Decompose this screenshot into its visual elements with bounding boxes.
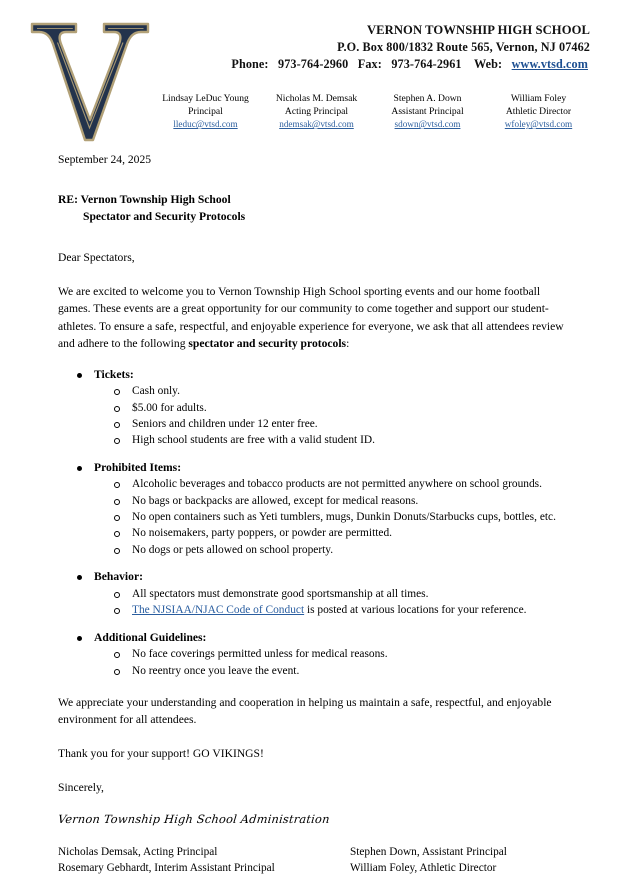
bullet-disc-icon bbox=[77, 466, 82, 471]
list-item bbox=[58, 476, 574, 492]
school-address: P.O. Box 800/1832 Route 565, Vernon, NJ 07462 bbox=[337, 40, 590, 54]
closing-paragraph: We appreciate your understanding and cooperation in helping us maintain a safe, respectful, and enjoyable environment for all attendees. bbox=[58, 695, 552, 727]
bullet-circle-icon bbox=[114, 592, 120, 598]
section-heading-label: Behavior: bbox=[94, 570, 143, 584]
bullet-circle-icon bbox=[114, 608, 120, 614]
admin-email-link[interactable]: wfoley@vtsd.com bbox=[504, 119, 573, 130]
code-of-conduct-link[interactable]: The NJSIAA/NJAC Code of Conduct bbox=[132, 604, 305, 617]
administrator-principal bbox=[150, 93, 261, 132]
list-item bbox=[58, 383, 574, 399]
bullet-disc-icon bbox=[77, 373, 82, 378]
sincerely-line: Sincerely, bbox=[58, 780, 104, 794]
vikings-v-icon bbox=[28, 16, 152, 146]
section-additional-guidelines bbox=[58, 630, 574, 679]
section-behavior bbox=[58, 569, 574, 618]
list-item bbox=[58, 663, 574, 679]
list-item-text: No dogs or pets allowed on school property. bbox=[132, 543, 334, 556]
school-name: VERNON TOWNSHIP HIGH SCHOOL bbox=[366, 23, 590, 37]
intro-text: We are excited to welcome you to Vernon Township High School sporting events and our home football games. These events are a great opportunity for our community to come together and support our student-athletes. To ensure a safe, respectful, and enjoyable experience for everyone, we ask that all attendees review and adhere to the following bbox=[58, 285, 564, 351]
admin-email-link[interactable]: ndemsak@vtsd.com bbox=[279, 119, 354, 130]
admin-title: Acting Principal bbox=[284, 105, 349, 117]
list-item-text: No bags or backpacks are allowed, except for medical reasons. bbox=[132, 494, 419, 507]
list-item-text: No reentry once you leave the event. bbox=[132, 664, 300, 677]
re-line-2: Spectator and Security Protocols bbox=[83, 209, 246, 223]
admin-name: Stephen A. Down bbox=[393, 93, 462, 104]
protocol-sections bbox=[58, 367, 574, 679]
fax-label: Fax: bbox=[357, 57, 382, 71]
bullet-circle-icon bbox=[114, 438, 120, 444]
admin-name: William Foley bbox=[510, 93, 567, 104]
thank-you-line: Thank you for your support! GO VIKINGS! bbox=[58, 746, 264, 760]
list-item bbox=[58, 432, 574, 448]
intro-paragraph bbox=[58, 283, 574, 353]
section-heading-label: Additional Guidelines: bbox=[94, 630, 207, 644]
list-item bbox=[58, 400, 574, 416]
list-item-text: No face coverings permitted unless for medical reasons. bbox=[132, 648, 388, 661]
bullet-circle-icon bbox=[114, 499, 120, 505]
letter-body bbox=[58, 152, 574, 876]
re-block bbox=[58, 192, 574, 225]
section-heading bbox=[58, 460, 574, 477]
list-item bbox=[58, 509, 574, 525]
administrator-acting-principal bbox=[261, 93, 372, 132]
administrator-assistant-principal bbox=[372, 93, 483, 132]
letter-date: September 24, 2025 bbox=[58, 153, 152, 166]
list-item bbox=[58, 542, 574, 558]
bullet-disc-icon bbox=[77, 636, 82, 641]
admin-title: Assistant Principal bbox=[391, 105, 464, 117]
list-item bbox=[58, 416, 574, 432]
list-item bbox=[58, 646, 574, 662]
bullet-circle-icon bbox=[114, 669, 120, 675]
bullet-disc-icon bbox=[77, 575, 82, 580]
intro-bold-phrase: spectator and security protocols bbox=[188, 337, 347, 351]
list-item-text: Cash only. bbox=[132, 385, 180, 398]
list-item bbox=[58, 525, 574, 541]
section-heading bbox=[58, 569, 574, 586]
bullet-circle-icon bbox=[114, 652, 120, 658]
list-item-text: Seniors and children under 12 enter free. bbox=[132, 417, 318, 430]
signature-script: Vernon Township High School Administration bbox=[57, 811, 331, 826]
signer-name: Rosemary Gebhardt, Interim Assistant Principal bbox=[58, 861, 275, 874]
list-item bbox=[58, 586, 574, 602]
signer-name: Stephen Down, Assistant Principal bbox=[350, 845, 507, 858]
list-item-with-link bbox=[58, 602, 574, 618]
list-item-text: All spectators must demonstrate good sportsmanship at all times. bbox=[132, 587, 429, 600]
section-heading bbox=[58, 367, 574, 384]
signers-column-left bbox=[58, 844, 350, 876]
section-heading-label: Prohibited Items: bbox=[94, 460, 182, 474]
admin-email-link[interactable]: lleduc@vtsd.com bbox=[173, 119, 238, 130]
bullet-circle-icon bbox=[114, 389, 120, 395]
list-item bbox=[58, 493, 574, 509]
admin-title: Principal bbox=[188, 105, 223, 117]
bullet-circle-icon bbox=[114, 422, 120, 428]
school-phone-line bbox=[150, 56, 590, 73]
section-prohibited-items bbox=[58, 460, 574, 559]
list-item-text: is posted at various locations for your reference. bbox=[304, 604, 527, 617]
section-items bbox=[58, 383, 574, 449]
section-heading bbox=[58, 630, 574, 647]
section-heading-label: Tickets: bbox=[94, 367, 134, 381]
intro-tail: : bbox=[346, 337, 350, 351]
signers-column-right bbox=[350, 844, 574, 876]
signer-name: Nicholas Demsak, Acting Principal bbox=[58, 845, 218, 858]
admin-email-link[interactable]: sdown@vtsd.com bbox=[394, 119, 461, 130]
letterhead bbox=[0, 0, 618, 145]
administrator-athletic-director bbox=[483, 93, 594, 132]
administrator-row bbox=[150, 93, 594, 132]
web-label: Web: bbox=[474, 57, 503, 71]
phone-number: 973-764-2960 bbox=[278, 57, 349, 71]
list-item-text: Alcoholic beverages and tobacco products are not permitted anywhere on school grounds. bbox=[132, 478, 542, 491]
section-items bbox=[58, 646, 574, 679]
admin-title: Athletic Director bbox=[505, 105, 572, 117]
signers-block bbox=[58, 844, 574, 876]
fax-number: 973-764-2961 bbox=[391, 57, 462, 71]
section-items bbox=[58, 586, 574, 619]
school-contact-block bbox=[150, 22, 590, 73]
re-line-1: RE: Vernon Township High School bbox=[58, 193, 231, 206]
website-link[interactable]: www.vtsd.com bbox=[511, 57, 588, 71]
bullet-circle-icon bbox=[114, 515, 120, 521]
bullet-circle-icon bbox=[114, 548, 120, 554]
bullet-circle-icon bbox=[114, 531, 120, 537]
phone-label: Phone: bbox=[231, 57, 269, 71]
list-item-text: High school students are free with a valid student ID. bbox=[132, 434, 375, 447]
salutation: Dear Spectators, bbox=[58, 251, 135, 264]
list-item-text: No open containers such as Yeti tumblers, mugs, Dunkin Donuts/Starbucks cups, bottles, etc. bbox=[132, 511, 556, 524]
signer-name: William Foley, Athletic Director bbox=[350, 861, 497, 874]
bullet-circle-icon bbox=[114, 482, 120, 488]
section-tickets bbox=[58, 367, 574, 449]
bullet-circle-icon bbox=[114, 406, 120, 412]
admin-name: Nicholas M. Demsak bbox=[275, 93, 358, 104]
admin-name: Lindsay LeDuc Young bbox=[162, 93, 249, 104]
list-item-text: No noisemakers, party poppers, or powder are permitted. bbox=[132, 527, 393, 540]
section-items bbox=[58, 476, 574, 558]
list-item-text: $5.00 for adults. bbox=[132, 401, 207, 414]
school-logo bbox=[28, 16, 152, 146]
